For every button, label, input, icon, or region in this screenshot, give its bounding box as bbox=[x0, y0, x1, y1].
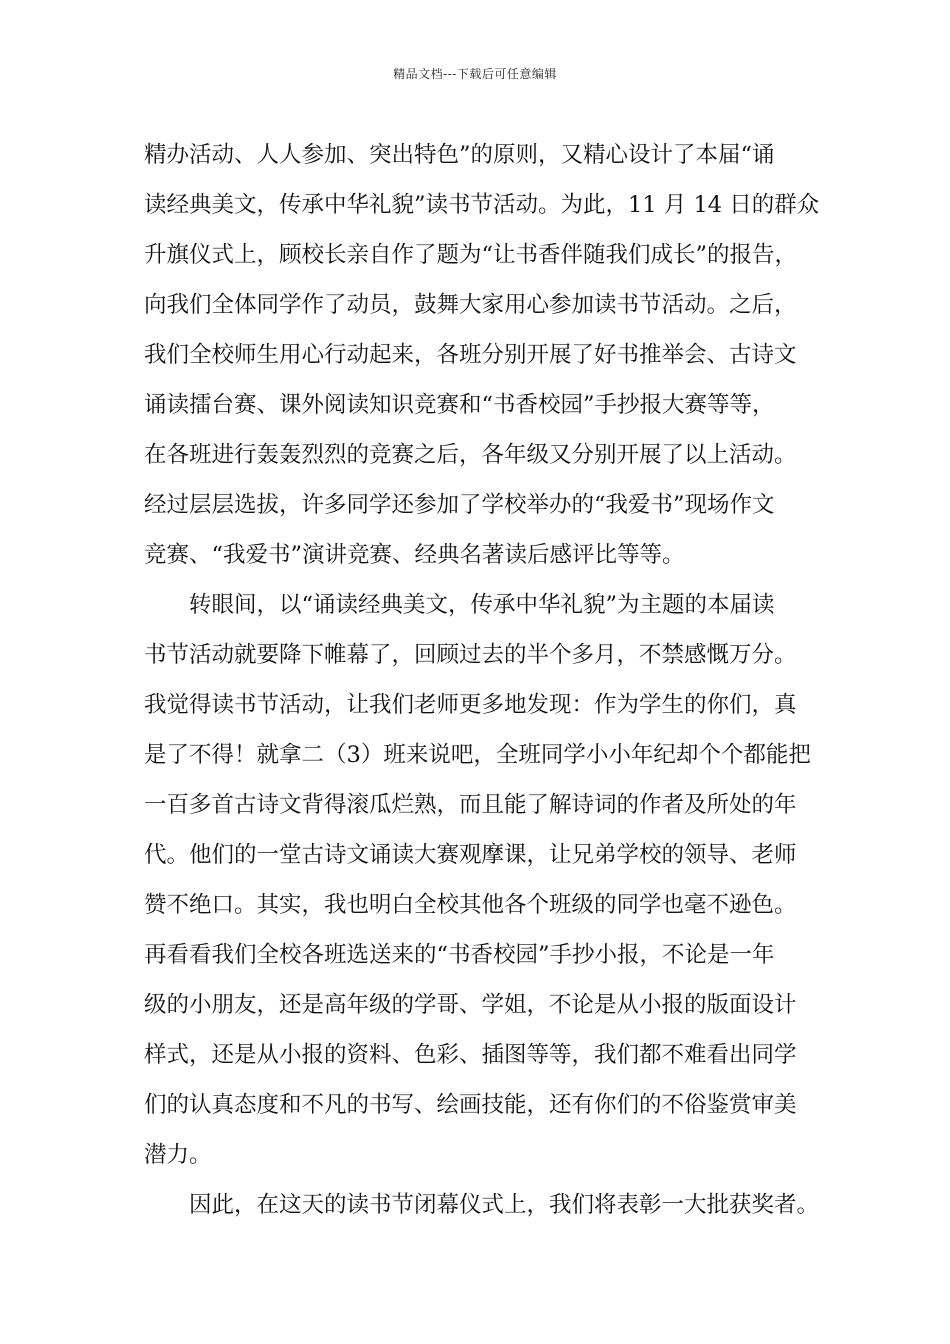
text-line: 代。他们的一堂古诗文诵读大赛观摩课，让兄弟学校的领导、老师 bbox=[144, 842, 797, 868]
text-line: 经过层层选拔，许多同学还参加了学校举办的“我爱书”现场作文 bbox=[144, 492, 775, 518]
text-line: 样式，还是从小报的资料、色彩、插图等等，我们都不难看出同学 bbox=[144, 1042, 797, 1068]
page-header: 精品文档---下载后可任意编辑 bbox=[393, 67, 557, 81]
text-line: 向我们全体同学作了动员，鼓舞大家用心参加读书节活动。之后， bbox=[144, 292, 797, 318]
text-line: 转眼间，以“诵读经典美文，传承中华礼貌”为主题的本届读 bbox=[144, 592, 775, 618]
text-line: 精办活动、人人参加、突出特色”的原则，又精心设计了本届“诵 bbox=[144, 142, 775, 168]
text-line: 一百多首古诗文背得滚瓜烂熟，而且能了解诗词的作者及所处的年 bbox=[144, 792, 797, 818]
text-line: 再看看我们全校各班选送来的“书香校园”手抄小报，不论是一年 bbox=[144, 942, 775, 968]
text-line: 赞不绝口。其实，我也明白全校其他各个班级的同学也毫不逊色。 bbox=[144, 892, 797, 918]
body-text bbox=[144, 130, 834, 1230]
text-line: 潜力。 bbox=[144, 1142, 212, 1168]
text-line: 在各班进行轰轰烈烈的竞赛之后，各年级又分别开展了以上活动。 bbox=[144, 442, 797, 468]
text-line: 我觉得读书节活动，让我们老师更多地发现：作为学生的你们，真 bbox=[144, 692, 797, 718]
text-line: 是了不得！就拿二（3）班来说吧，全班同学小小年纪却个个都能把 bbox=[144, 742, 811, 768]
text-line: 因此，在这天的读书节闭幕仪式上，我们将表彰一大批获奖者。 bbox=[144, 1192, 820, 1218]
text-line: 诵读擂台赛、课外阅读知识竞赛和“书香校园”手抄报大赛等等， bbox=[144, 392, 775, 418]
text-line: 竞赛、“我爱书”演讲竞赛、经典名著读后感评比等等。 bbox=[144, 542, 685, 568]
text-line: 级的小朋友，还是高年级的学哥、学姐，不论是从小报的版面设计 bbox=[144, 992, 797, 1018]
text-line: 读经典美文，传承中华礼貌”读书节活动。为此，11 月 14 日的群众 bbox=[144, 192, 820, 218]
text-line: 升旗仪式上，顾校长亲自作了题为“让书香伴随我们成长”的报告， bbox=[144, 242, 798, 268]
text-line: 我们全校师生用心行动起来，各班分别开展了好书推举会、古诗文 bbox=[144, 342, 797, 368]
text-line: 书节活动就要降下帷幕了，回顾过去的半个多月，不禁感慨万分。 bbox=[144, 642, 797, 668]
text-line: 们的认真态度和不凡的书写、绘画技能，还有你们的不俗鉴赏审美 bbox=[144, 1092, 797, 1118]
